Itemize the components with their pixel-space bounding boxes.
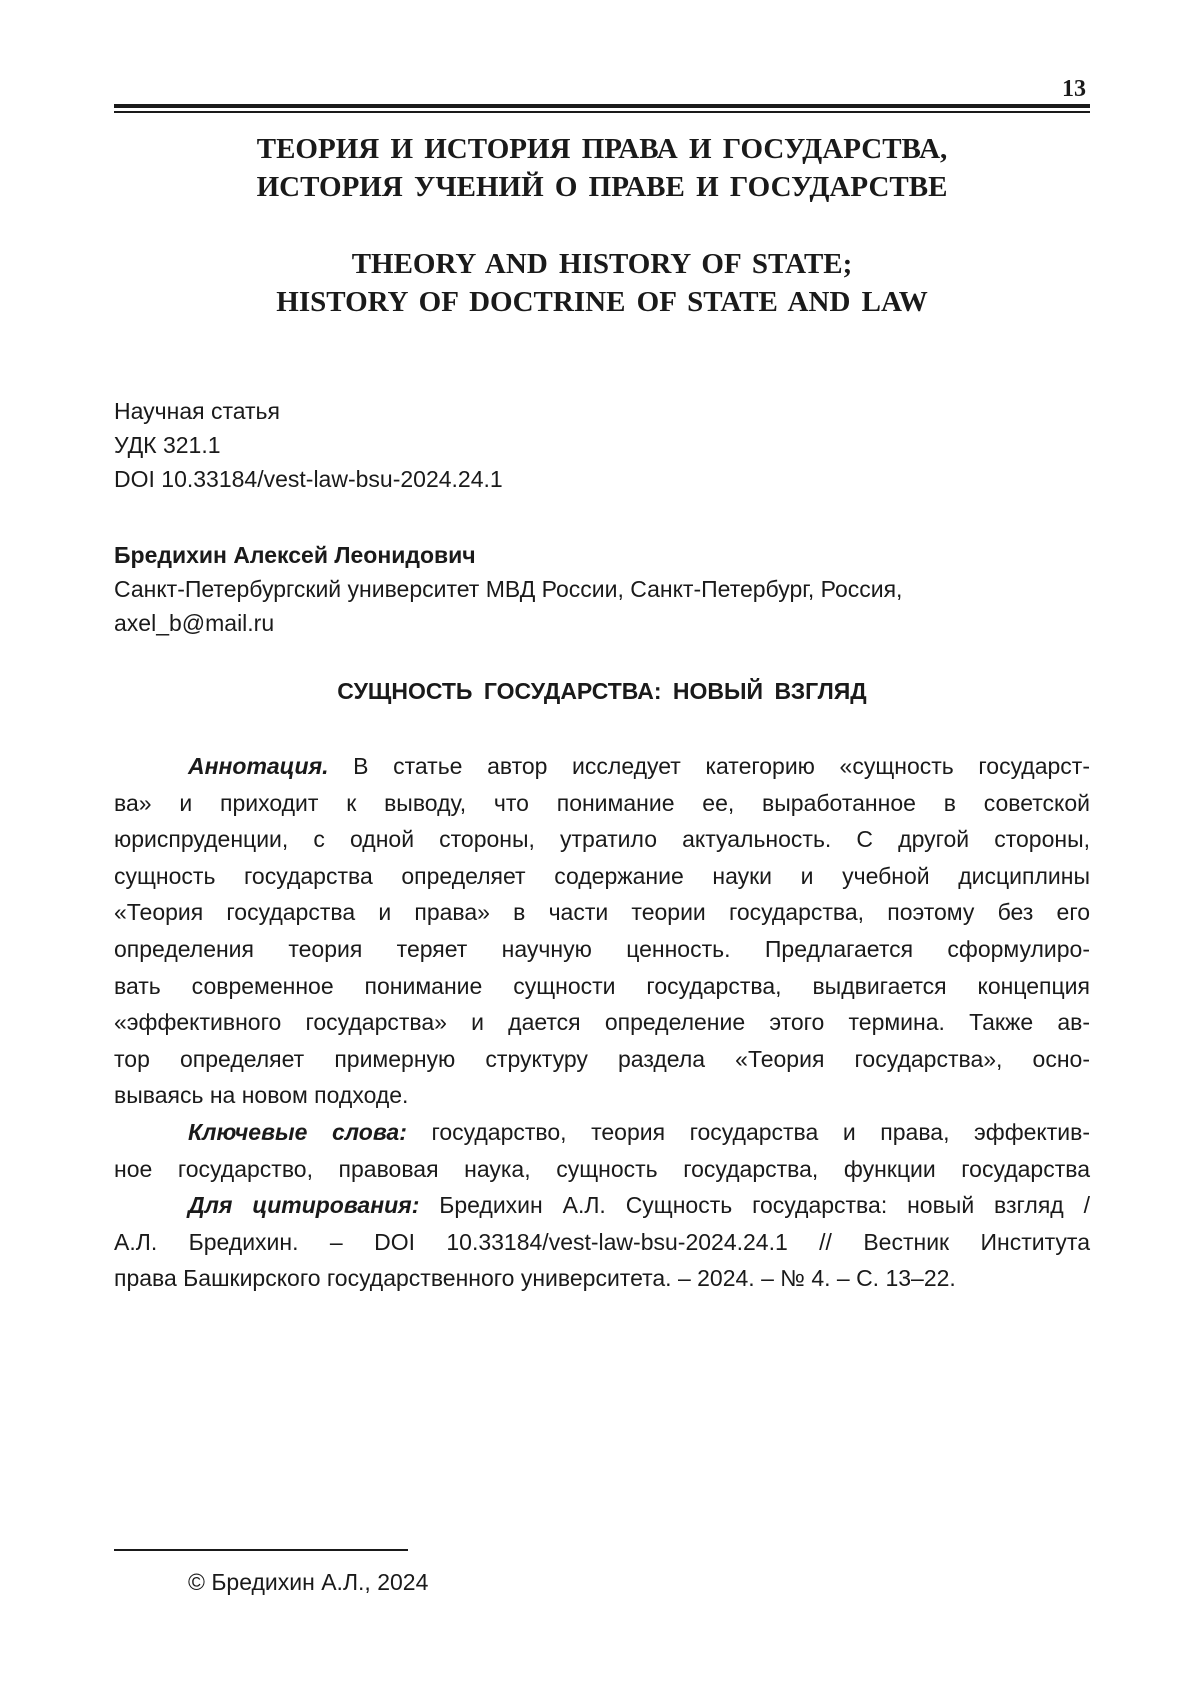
article-body	[114, 748, 1090, 1297]
copyright-notice: © Бредихин А.Л., 2024	[188, 1569, 429, 1595]
keywords-text: государство, теория государства и права, эффектив-	[406, 1118, 1090, 1145]
abstract-line: юриспруденции, с одной стороны, утратило актуальность. С другой стороны,	[114, 826, 1090, 853]
abstract-line: определения теория теряет научную ценность. Предлагается сформулиро-	[114, 935, 1090, 962]
author-block	[114, 538, 902, 640]
abstract-line: тор определяет примерную структуру раздела «Теория государства», осно-	[114, 1045, 1090, 1072]
section-heading-ru-line: ТЕОРИЯ И ИСТОРИЯ ПРАВА И ГОСУДАРСТВА,	[256, 133, 948, 165]
abstract-line: сущность государства определяет содержание науки и учебной дисциплины	[114, 862, 1090, 889]
abstract-line: «Теория государства и права» в части теории государства, поэтому без его	[114, 899, 1090, 926]
abstract-text: В статье автор исследует категорию «сущность государст-	[328, 753, 1090, 779]
abstract-line: ва» и приходит к выводу, что понимание ее, выработанное в советской	[114, 789, 1090, 816]
author-email: axel_b@mail.ru	[114, 610, 275, 636]
section-heading-en-line: HISTORY OF DOCTRINE OF STATE AND LAW	[276, 286, 928, 318]
article-title: СУЩНОСТЬ ГОСУДАРСТВА: НОВЫЙ ВЗГЛЯД	[337, 678, 867, 704]
header-rule-thick	[114, 104, 1090, 108]
citation-line: права Башкирского государственного университета. – 2024. – № 4. – С. 13–22.	[114, 1265, 956, 1292]
abstract-label: Аннотация.	[188, 753, 329, 779]
abstract-line	[114, 748, 1090, 785]
udc-code: УДК 321.1	[114, 432, 221, 458]
section-heading-en	[114, 245, 1090, 321]
keywords-line	[114, 1114, 1090, 1151]
footnote-rule	[114, 1549, 408, 1551]
abstract-line: «эффективного государства» и дается определение этого термина. Также ав-	[114, 1009, 1090, 1036]
abstract-line: вать современное понимание сущности государства, выдвигается концепция	[114, 972, 1090, 999]
citation-label: Для цитирования:	[188, 1192, 420, 1219]
article-meta	[114, 394, 503, 496]
section-heading-ru-line: ИСТОРИЯ УЧЕНИЙ О ПРАВЕ И ГОСУДАРСТВЕ	[256, 171, 948, 203]
header-rule-thin	[114, 111, 1090, 113]
section-heading-en-line: THEORY AND HISTORY OF STATE;	[351, 248, 853, 280]
author-name: Бредихин Алексей Леонидович	[114, 542, 476, 568]
citation-line: А.Л. Бредихин. – DOI 10.33184/vest-law-bsu-2024.24.1 // Вестник Института	[114, 1228, 1090, 1255]
citation-text: Бредихин А.Л. Сущность государства: новый взгляд /	[419, 1192, 1090, 1219]
abstract-line: вываясь на новом подходе.	[114, 1082, 409, 1109]
doi: DOI 10.33184/vest-law-bsu-2024.24.1	[114, 466, 503, 492]
article-type: Научная статья	[114, 398, 280, 424]
keywords-line: ное государство, правовая наука, сущность государства, функции государства	[114, 1155, 1090, 1182]
citation-line	[114, 1187, 1090, 1224]
section-heading-ru	[114, 130, 1090, 206]
keywords-label: Ключевые слова:	[188, 1118, 407, 1145]
page-number: 13	[1062, 76, 1086, 102]
author-affiliation: Санкт-Петербургский университет МВД России, Санкт-Петербург, Россия,	[114, 576, 903, 602]
